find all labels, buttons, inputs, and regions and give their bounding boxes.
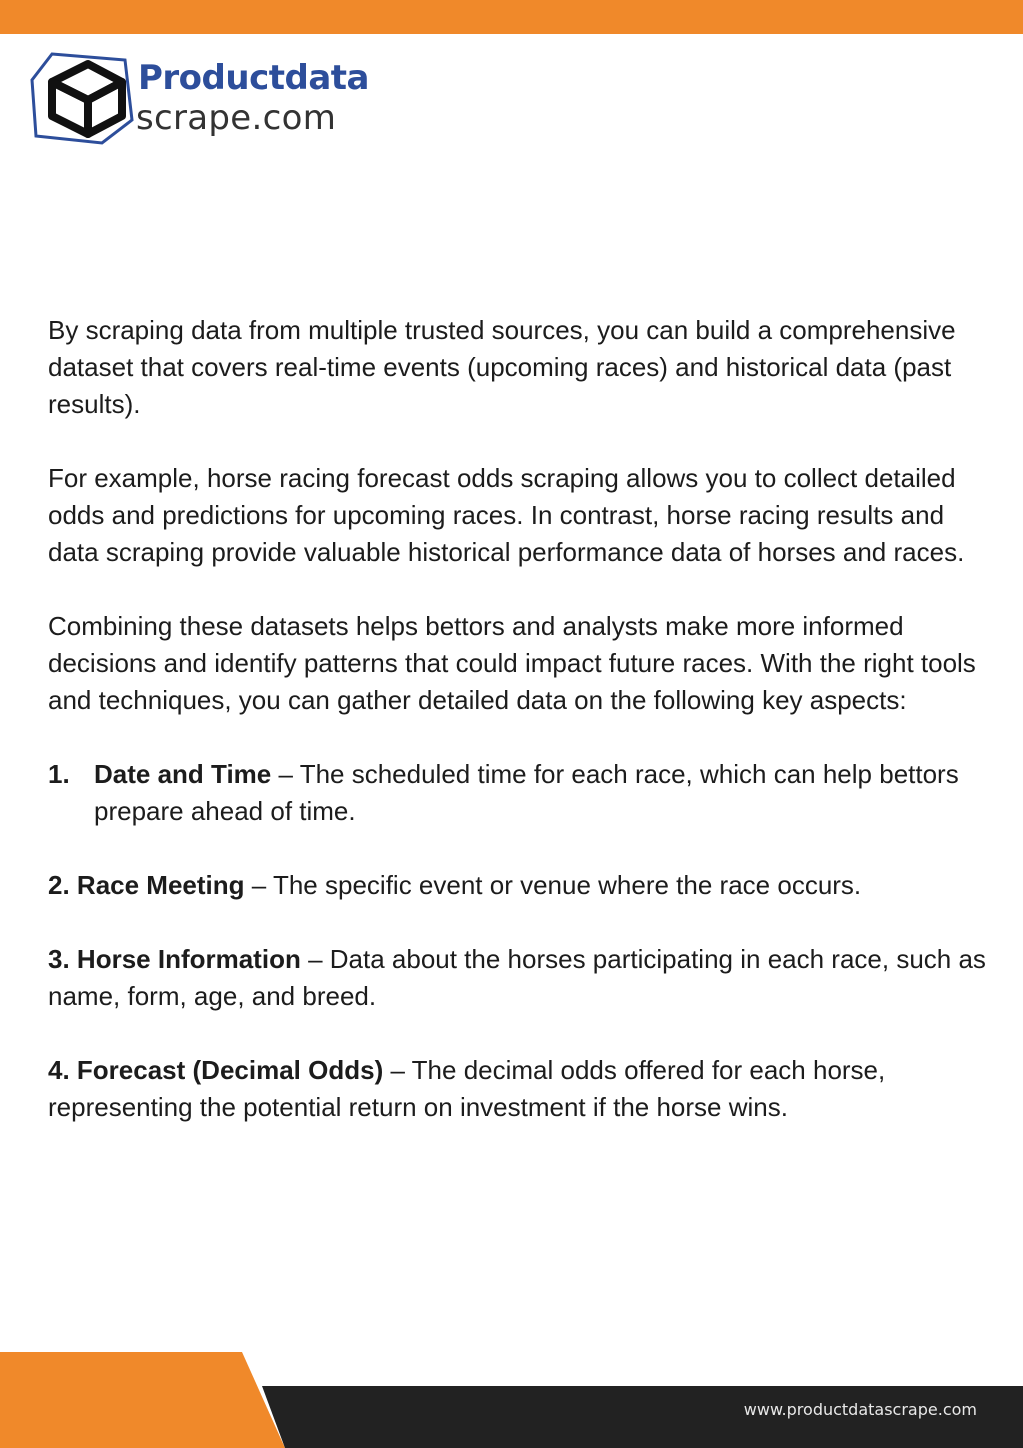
document-body [48, 312, 988, 1163]
list-item [48, 756, 988, 830]
logo-text-line1: Productdata [138, 58, 369, 98]
list-item [48, 867, 988, 904]
paragraph: Combining these datasets helps bettors and analysts make more informed decisions and identify patterns that could impact future races. With the right tools and techniques, you can gather detailed data on the following key aspects: [48, 611, 976, 715]
list-text: – The specific event or venue where the race occurs. [244, 870, 862, 900]
list-term: Horse Information [76, 944, 301, 974]
list-number: 1. [48, 759, 70, 789]
brand-logo [30, 50, 390, 150]
top-accent-bar [0, 0, 1023, 34]
list-term: Date and Time [94, 759, 272, 789]
list-text: – The decimal odds offered for each horse, representing the potential return on investment if the horse wins. [48, 1055, 886, 1122]
list-text: – The scheduled time for each race, which can help bettors prepare ahead of time. [94, 759, 959, 826]
paragraph: For example, horse racing forecast odds scraping allows you to collect detailed odds and predictions for upcoming races. In contrast, horse racing results and data scraping provide valuable historical performance data of horses and races. [48, 463, 965, 567]
logo-text-line2: scrape.com [136, 98, 337, 138]
list-term: Forecast (Decimal Odds) [76, 1055, 384, 1085]
list-number: 3. [48, 944, 70, 974]
list-item [48, 1052, 988, 1126]
list-term: Race Meeting [76, 870, 245, 900]
paragraph: By scraping data from multiple trusted sources, you can build a comprehensive dataset that covers real-time events (upcoming races) and historical data (past results). [48, 315, 956, 419]
list-text: – Data about the horses participating in each race, such as name, form, age, and breed. [48, 944, 986, 1011]
footer-bar [0, 1352, 1023, 1448]
footer-website-url: www.productdatascrape.com [743, 1400, 977, 1419]
list-number: 4. [48, 1055, 70, 1085]
list-item [48, 941, 988, 1015]
list-number: 2. [48, 870, 70, 900]
cube-icon [30, 50, 135, 146]
